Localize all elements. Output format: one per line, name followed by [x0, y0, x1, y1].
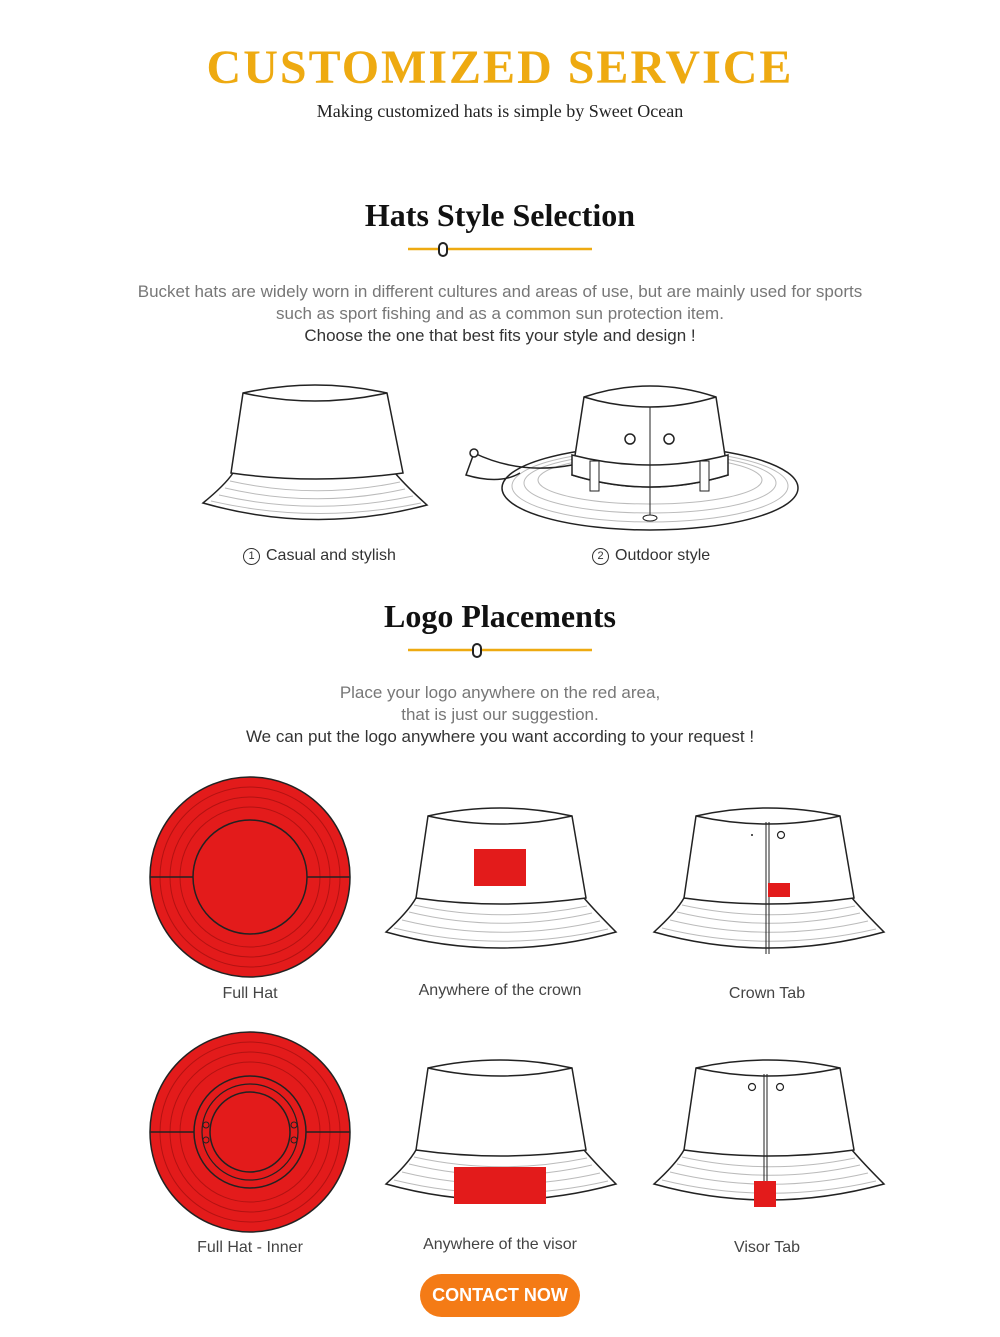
title-divider-icon [408, 240, 592, 260]
title-divider-icon [408, 641, 592, 661]
style-caption-1 [243, 547, 396, 565]
crown-placement-hat-icon [380, 800, 620, 960]
full-hat-top-icon [148, 775, 352, 979]
logo-section-title: Logo Placements [384, 598, 616, 634]
visor-tab-hat-icon [648, 1052, 888, 1212]
crown-tab-hat-icon [648, 800, 888, 960]
logo-desc-line1: Place your logo anywhere on the red area, [339, 683, 661, 702]
placement-caption-visor: Anywhere of the visor [423, 1236, 577, 1253]
page-subtitle: Making customized hats is simple by Sweet Ocean [316, 101, 684, 121]
style-desc-bold: Choose the one that best fits your style and design ! [304, 326, 696, 345]
contact-now-button[interactable]: CONTACT NOW [420, 1274, 580, 1317]
full-hat-inner-icon [148, 1030, 352, 1234]
placement-caption-full-hat: Full Hat [222, 985, 278, 1002]
placement-caption-crown: Anywhere of the crown [418, 982, 582, 999]
number-circle-icon: 2 [592, 548, 609, 565]
logo-desc-line2: that is just our suggestion. [401, 705, 599, 724]
placement-caption-visor-tab: Visor Tab [733, 1239, 801, 1256]
style-desc-line2: such as sport fishing and as a common sun protection item. [276, 304, 724, 323]
page-title: CUSTOMIZED SERVICE [206, 41, 794, 94]
style-caption-2 [592, 547, 710, 565]
style-label: Outdoor style [615, 547, 711, 564]
style-label: Casual and stylish [266, 547, 396, 564]
style-desc-line1: Bucket hats are widely worn in different cultures and areas of use, but are mainly used for sports [137, 282, 863, 301]
style-section-title: Hats Style Selection [364, 197, 636, 233]
placement-caption-full-hat-inner: Full Hat - Inner [197, 1239, 303, 1256]
placement-caption-crown-tab: Crown Tab [728, 985, 806, 1002]
casual-bucket-hat-icon [195, 375, 435, 535]
number-circle-icon: 1 [243, 548, 260, 565]
visor-placement-hat-icon [380, 1052, 620, 1212]
outdoor-bucket-hat-icon [460, 375, 805, 540]
logo-desc-bold: We can put the logo anywhere you want according to your request ! [245, 727, 755, 746]
